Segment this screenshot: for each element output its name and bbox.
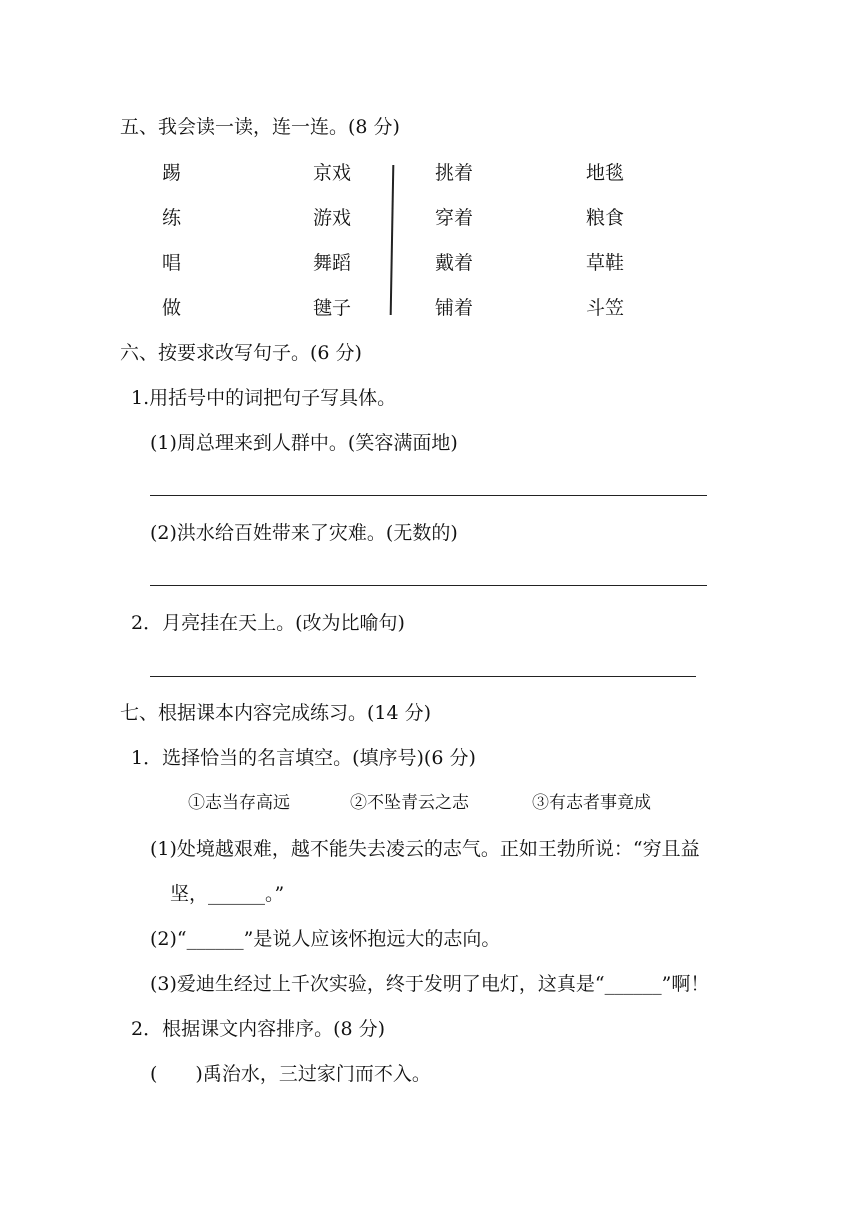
question-7-2-label: 2．根据课文内容排序。(8 分) bbox=[131, 1018, 386, 1040]
word-col3-1: 挑着 bbox=[435, 162, 474, 184]
answer-line-6-2[interactable] bbox=[150, 676, 696, 677]
word-col4-1: 地毯 bbox=[586, 162, 625, 184]
question-6-1-label: 1.用括号中的词把句子写具体。 bbox=[131, 387, 397, 409]
word-col2-2: 游戏 bbox=[313, 207, 352, 229]
word-col4-2: 粮食 bbox=[586, 207, 625, 229]
section-6-heading: 六、按要求改写句子。(6 分) bbox=[120, 342, 362, 364]
question-7-1-s1-line2: 坚，______。” bbox=[170, 883, 285, 905]
word-col2-3: 舞蹈 bbox=[313, 252, 352, 274]
word-col2-4: 毽子 bbox=[313, 297, 352, 319]
question-6-2-label: 2．月亮挂在天上。(改为比喻句) bbox=[131, 612, 405, 634]
answer-line-6-1b[interactable] bbox=[150, 585, 707, 586]
question-6-1a: (1)周总理来到人群中。(笑容满面地) bbox=[150, 432, 458, 454]
quote-option-2: ②不坠青云之志 bbox=[350, 793, 469, 813]
word-col3-4: 铺着 bbox=[435, 297, 474, 319]
question-7-1-s2: (2)“______”是说人应该怀抱远大的志向。 bbox=[150, 928, 501, 950]
word-col3-3: 戴着 bbox=[435, 252, 474, 274]
answer-line-6-1a[interactable] bbox=[150, 495, 707, 496]
word-col1-3: 唱 bbox=[162, 252, 182, 274]
question-7-1-label: 1．选择恰当的名言填空。(填序号)(6 分) bbox=[131, 747, 476, 769]
question-7-1-s3: (3)爱迪生经过上千次实验，终于发明了电灯，这真是“______”啊！ bbox=[150, 973, 710, 995]
quote-option-1: ①志当存高远 bbox=[188, 793, 290, 813]
word-col4-3: 草鞋 bbox=[586, 252, 625, 274]
question-7-1-s1-line1: (1)处境越艰难，越不能失去凌云的志气。正如王勃所说：“穷且益 bbox=[150, 838, 700, 860]
question-6-1b: (2)洪水给百姓带来了灾难。(无数的) bbox=[150, 522, 458, 544]
column-divider bbox=[390, 165, 395, 315]
question-7-2-item-1: ( )禹治水，三过家门而不入。 bbox=[150, 1063, 431, 1085]
word-col1-1: 踢 bbox=[162, 162, 182, 184]
section-5-heading: 五、我会读一读，连一连。(8 分) bbox=[120, 116, 400, 138]
word-col1-4: 做 bbox=[162, 297, 182, 319]
word-col3-2: 穿着 bbox=[435, 207, 474, 229]
word-col4-4: 斗笠 bbox=[586, 297, 625, 319]
quote-option-3: ③有志者事竟成 bbox=[532, 793, 651, 813]
section-7-heading: 七、根据课本内容完成练习。(14 分) bbox=[120, 702, 432, 724]
word-col2-1: 京戏 bbox=[313, 162, 352, 184]
word-col1-2: 练 bbox=[162, 207, 182, 229]
